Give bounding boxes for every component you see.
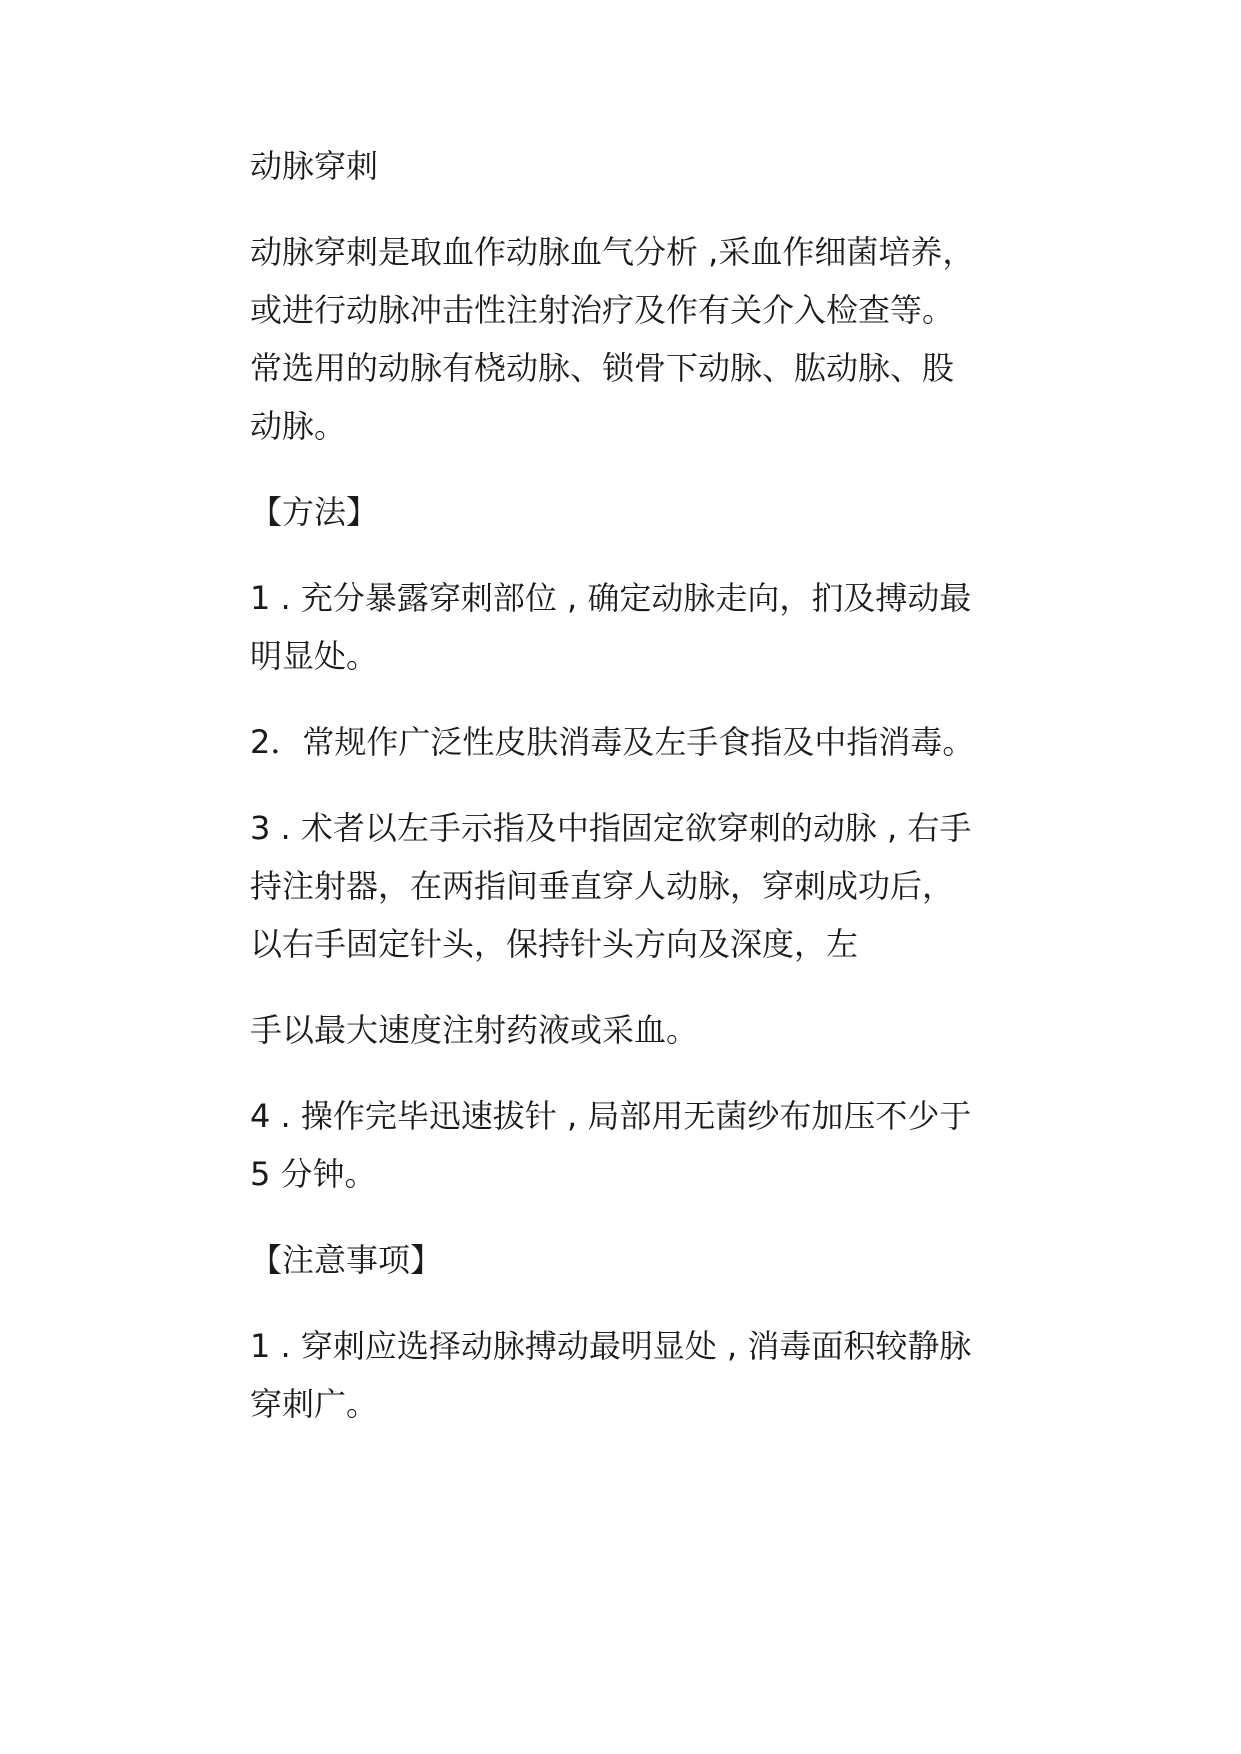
- notes-line: 1 . 穿刺应选择动脉搏动最明显处 , 消毒面积较静脉: [250, 1327, 972, 1365]
- method-line: 明显处。: [250, 637, 379, 675]
- method-line: 持注射器，在两指间垂直穿人动脉，穿刺成功后，: [250, 867, 955, 905]
- notes-line: 穿刺广。: [250, 1385, 379, 1423]
- method-line: 1 . 充分暴露穿刺部位 , 确定动脉走向，扪及搏动最: [250, 579, 972, 617]
- method-line: 手以最大速度注射药液或采血。: [250, 1011, 699, 1049]
- method-line: 以右手固定针头，保持针头方向及深度，左: [250, 925, 859, 963]
- method-line: 2．常规作广泛性皮肤消毒及左手食指及中指消毒。: [250, 723, 975, 761]
- intro-line: 动脉穿刺是取血作动脉血气分析 ,采血作细菌培养，: [250, 233, 975, 271]
- notes-heading: 【注意事项】: [250, 1241, 443, 1279]
- method-heading: 【方法】: [250, 493, 379, 531]
- method-line: 3 . 术者以左手示指及中指固定欲穿刺的动脉 , 右手: [250, 809, 972, 847]
- intro-line: 动脉。: [250, 407, 347, 445]
- method-line: 5 分钟。: [250, 1155, 377, 1193]
- document-title: 动脉穿刺: [250, 147, 379, 185]
- method-line: 4 . 操作完毕迅速拔针 , 局部用无菌纱布加压不少于: [250, 1097, 972, 1135]
- intro-line: 或进行动脉冲击性注射治疗及作有关介入检查等。: [250, 291, 955, 329]
- intro-line: 常选用的动脉有桡动脉、锁骨下动脉、肱动脉、股: [250, 349, 955, 387]
